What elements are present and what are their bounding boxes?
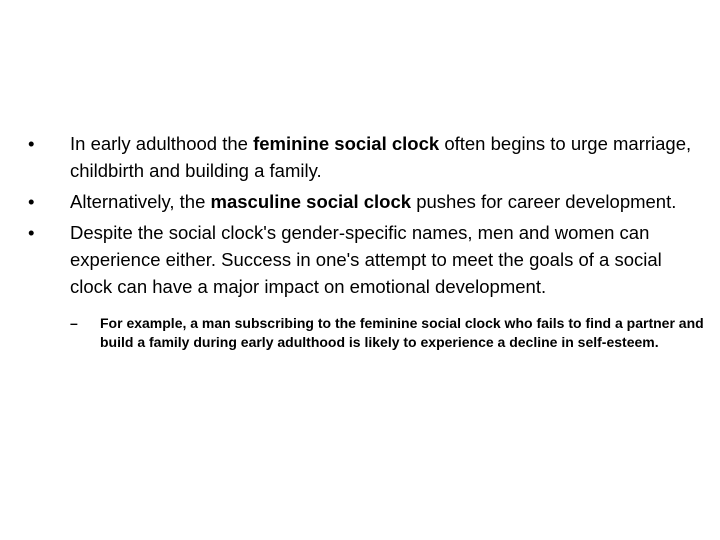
sub-bullet-example: [70, 314, 708, 352]
sub-bullet-list: [70, 314, 708, 352]
bullet-text-bold: masculine social clock: [210, 191, 412, 212]
dash-icon: –: [70, 315, 78, 331]
bullet-text: [70, 191, 676, 212]
bullet-text-pre: In early adulthood the: [70, 133, 254, 154]
sub-bullet-text: For example, a man subscribing to the feminine social clock who fails to find a partner and build a family during early adulthood is likely to experience a decline in self-esteem.: [100, 315, 704, 350]
bullet-text-pre: Alternatively, the: [70, 191, 211, 212]
bullet-list: [28, 130, 708, 356]
bullet-item-feminine-clock: [28, 130, 708, 184]
bullet-dot-icon: •: [28, 191, 35, 212]
bullet-item-gender-names: [28, 219, 708, 352]
bullet-item-masculine-clock: [28, 188, 708, 215]
bullet-dot-icon: •: [28, 133, 35, 154]
bullet-text-bold: feminine social clock: [253, 133, 440, 154]
bullet-text: [70, 133, 691, 181]
bullet-text-pre: Despite the social clock's gender-specific names, men and women can experience either. Success in one's attempt to meet the goals of a social clock can have a major impact on emotional development.: [70, 222, 662, 297]
bullet-text-post: often begins to urge marriage, childbirth and building a family.: [70, 133, 692, 181]
bullet-text-post: pushes for career development.: [411, 191, 677, 212]
bullet-text: [70, 222, 662, 297]
bullet-dot-icon: •: [28, 222, 35, 243]
